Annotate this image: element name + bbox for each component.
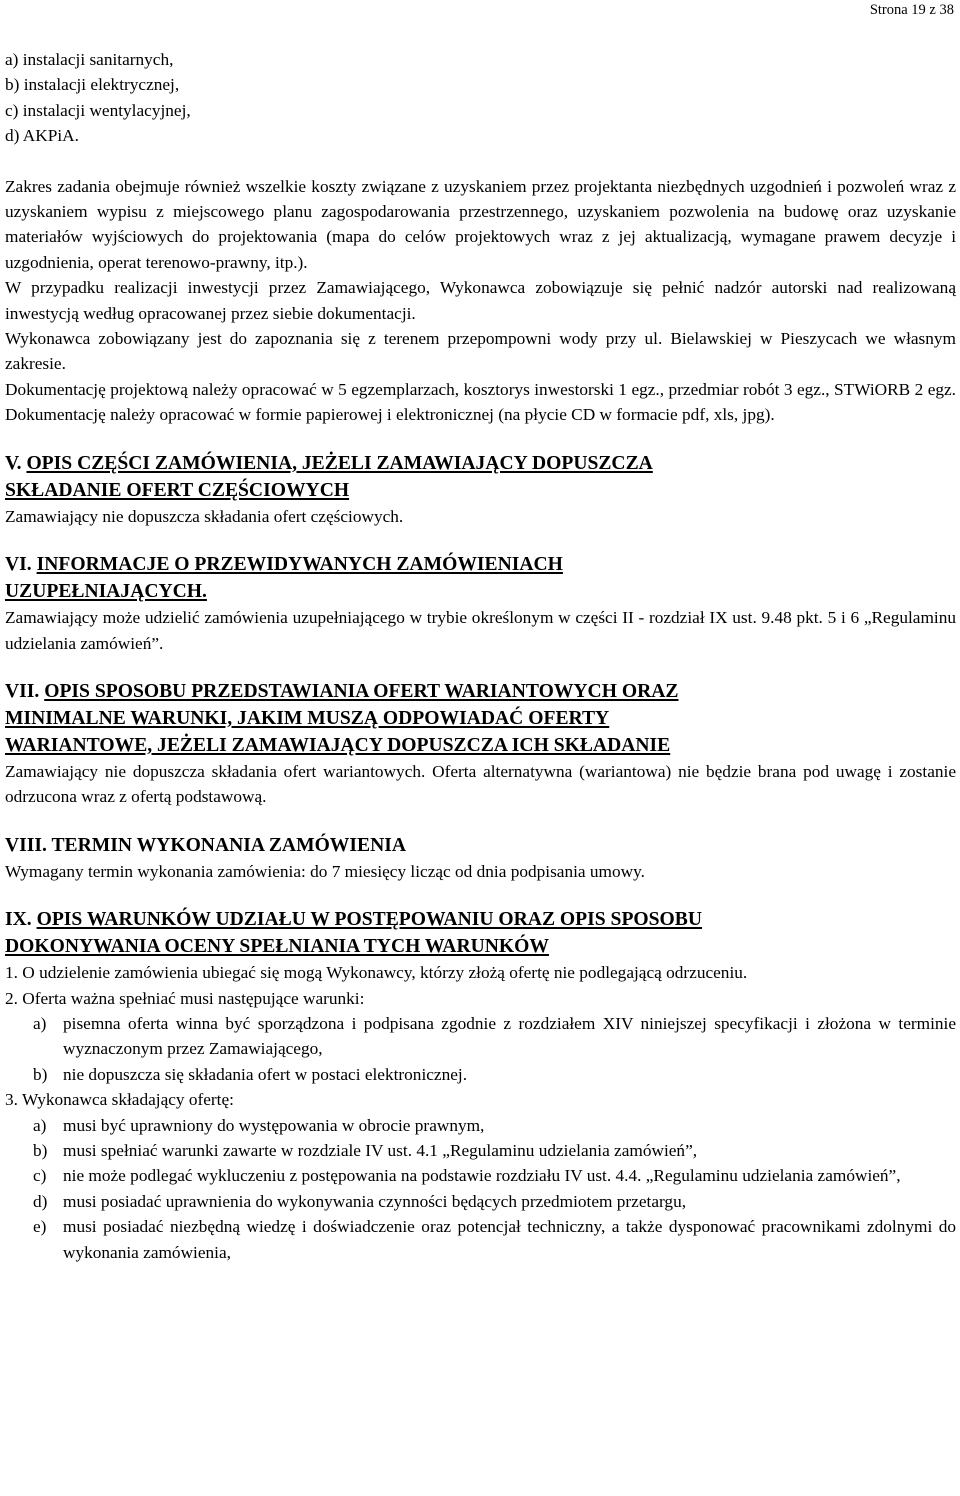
section-ix-heading <box>5 906 956 933</box>
section-v <box>5 450 956 529</box>
numbered-point: 1. O udzielenie zamówienia ubiegać się mogą Wykonawcy, którzy złożą ofertę nie podlegającą odrzuceniu. <box>5 963 748 983</box>
section-body: Zamawiający może udzielić zamówienia uzupełniającego w trybie określonym w części II - rozdział IX ust. 9.48 pkt. 5 i 6 „Regulaminu udzielania zamówień”. <box>5 608 956 653</box>
section-title: INFORMACJE O PRZEWIDYWANYCH ZAMÓWIENIACH <box>36 554 563 576</box>
item-label: a) <box>33 1115 47 1135</box>
scope-paragraph: Zakres zadania obejmuje również wszelkie koszty związane z uzyskaniem przez projektanta niezbędnych uzgodnień i pozwoleń wraz z uzyskaniem wypisu z miejscowego planu zagospodarowania przestrzennego, uzyskaniem pozwolenia na budowę oraz uzyskanie materiałów wyjściowych do projektowania (mapa do celów projektowych wraz z jej aktualizacją, wymagane prawem decyzje i uzgodnienia, operat terenowo-prawny, itp.). <box>5 176 956 272</box>
item-label: e) <box>33 1217 47 1237</box>
item-text: pisemna oferta winna być sporządzona i podpisana zgodnie z rozdziałem XIV niniejszej specyfikacji i złożona w terminie wyznaczonym przez Zamawiającego, <box>63 1013 956 1059</box>
section-title: TERMIN WYKONANIA ZAMÓWIENIA <box>51 834 407 856</box>
list-item <box>5 1138 956 1163</box>
section-number: IX. <box>5 909 32 931</box>
item-label: a) <box>33 1013 47 1033</box>
section-number: VII. <box>5 680 40 702</box>
list-item: c) instalacji wentylacyjnej, <box>5 100 191 120</box>
page-number: Strona 19 z 38 <box>869 2 954 18</box>
section-number: VI. <box>5 554 32 576</box>
section-vi-heading-cont <box>5 578 956 605</box>
section-body: Zamawiający nie dopuszcza składania ofert częściowych. <box>5 506 404 526</box>
section-number: VIII. <box>5 834 47 856</box>
section-vii-heading-cont <box>5 732 956 759</box>
section-body: Wymagany termin wykonania zamówienia: do 7 miesięcy licząc od dnia podpisania umowy. <box>5 861 645 881</box>
item-text: musi być uprawniony do występowania w obrocie prawnym, <box>63 1115 485 1135</box>
list-item: b) instalacji elektrycznej, <box>5 75 180 95</box>
item-text: nie może podlegać wykluczeniu z postępowania na podstawie rozdziału IV ust. 4.4. „Regulaminu udzielania zamówień”, <box>63 1166 901 1186</box>
section-vi-heading <box>5 551 956 578</box>
list-item <box>5 1062 956 1087</box>
section-title: MINIMALNE WARUNKI, JAKIM MUSZĄ ODPOWIADAĆ OFERTY <box>5 707 610 729</box>
item-text: musi posiadać uprawnienia do wykonywania czynności będących przedmiotem przetargu, <box>63 1191 687 1211</box>
item-text: nie dopuszcza się składania ofert w postaci elektronicznej. <box>63 1064 468 1084</box>
section-viii-heading <box>5 832 956 859</box>
section-title: UZUPEŁNIAJĄCYCH. <box>5 581 207 603</box>
list-item: d) AKPiA. <box>5 126 79 146</box>
numbered-point: 3. Wykonawca składający ofertę: <box>5 1090 234 1110</box>
list-item: a) instalacji sanitarnych, <box>5 50 174 69</box>
document-body <box>5 47 956 1265</box>
section-v-heading-cont <box>5 477 956 504</box>
item-text: musi spełniać warunki zawarte w rozdziale IV ust. 4.1 „Regulaminu udzielania zamówień”, <box>63 1140 698 1160</box>
section-v-heading <box>5 450 956 477</box>
section-ix <box>5 906 956 1265</box>
documentation-paragraph: Dokumentację projektową należy opracować w 5 egzemplarzach, kosztorys inwestorski 1 egz., przedmiar robót 3 egz., STWiORB 2 egz. Dokumentację należy opracować w formie papierowej i elektronicznej (na płycie CD w formacie pdf, xls, jpg). <box>5 379 956 425</box>
list-item <box>5 1163 956 1188</box>
section-title: OPIS CZĘŚCI ZAMÓWIENIA, JEŻELI ZAMAWIAJĄCY DOPUSZCZA <box>26 452 653 474</box>
section-vii-heading <box>5 678 956 705</box>
item-text: musi posiadać niezbędną wiedzę i doświadczenie oraz potencjał techniczny, a także dysponować pracownikami zdolnymi do wykonania zamówienia, <box>63 1217 956 1262</box>
item-label: b) <box>33 1140 48 1160</box>
section-ix-heading-cont <box>5 933 956 960</box>
section-viii <box>5 832 956 884</box>
section-vii-heading-cont <box>5 705 956 732</box>
section-title: OPIS SPOSOBU PRZEDSTAWIANIA OFERT WARIANTOWYCH ORAZ <box>44 680 679 702</box>
installation-list <box>5 47 956 149</box>
section-title: DOKONYWANIA OCENY SPEŁNIANIA TYCH WARUNKÓW <box>5 936 549 958</box>
scope-paragraphs <box>5 174 956 428</box>
section-title: SKŁADANIE OFERT CZĘŚCIOWYCH <box>5 479 350 501</box>
section-title: WARIANTOWE, JEŻELI ZAMAWIAJĄCY DOPUSZCZA ICH SKŁADANIE <box>5 734 671 756</box>
section-body: Zamawiający nie dopuszcza składania ofert wariantowych. Oferta alternatywna (wariantowa) nie będzie brana pod uwagę i zostanie odrzucona wraz z ofertą podstawową. <box>5 761 956 807</box>
section-number: V. <box>5 452 22 474</box>
list-item <box>5 1214 956 1265</box>
section-title: OPIS WARUNKÓW UDZIAŁU W POSTĘPOWANIU ORAZ OPIS SPOSOBU <box>36 909 703 931</box>
list-item <box>5 1011 956 1062</box>
item-label: d) <box>33 1191 48 1211</box>
site-visit-paragraph: Wykonawca zobowiązany jest do zapoznania się z terenem przepompowni wody przy ul. Bielawskiej w Pieszycach we własnym zakresie. <box>5 329 956 374</box>
section-vi <box>5 551 956 656</box>
numbered-point: 2. Oferta ważna spełniać musi następujące warunki: <box>5 988 365 1008</box>
item-label: c) <box>33 1166 47 1186</box>
list-item <box>5 1113 956 1138</box>
item-label: b) <box>33 1064 48 1084</box>
section-vii <box>5 678 956 810</box>
supervision-paragraph: W przypadku realizacji inwestycji przez Zamawiającego, Wykonawca zobowiązuje się pełnić nadzór autorski nad realizowaną inwestycją według opracowanej przez siebie dokumentacji. <box>5 278 956 323</box>
list-item <box>5 1189 956 1214</box>
